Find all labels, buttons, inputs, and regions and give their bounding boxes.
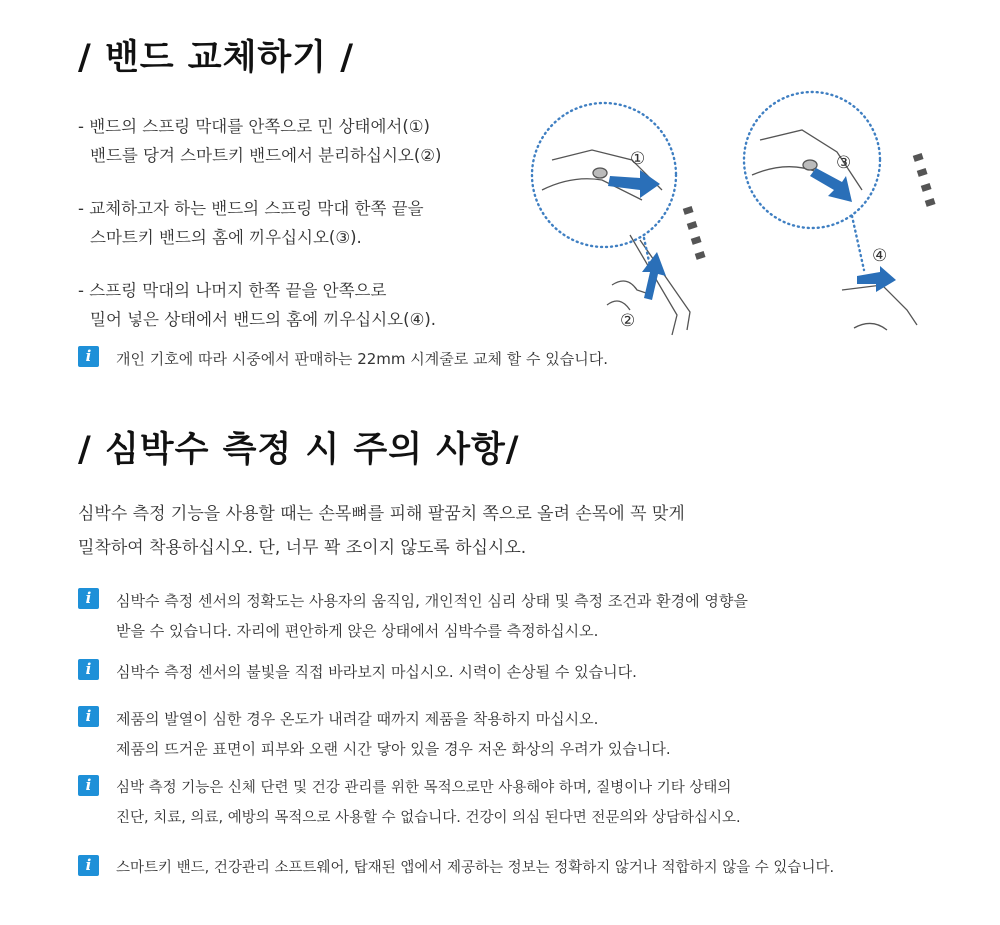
heart-note-1 xyxy=(78,586,978,646)
marker-1: ① xyxy=(630,149,646,169)
band-step-3-line-1: - 스프링 막대의 나머지 한쪽 끝을 안쪽으로 xyxy=(78,281,387,300)
band-step-2-line-1: - 교체하고자 하는 밴드의 스프링 막대 한쪽 끝을 xyxy=(78,199,424,218)
heart-note-1-line-2: 받을 수 있습니다. 자리에 편안하게 앉은 상태에서 심박수를 측정하십시오. xyxy=(116,622,599,640)
heart-note-1-line-1: 심박수 측정 센서의 정확도는 사용자의 움직임, 개인적인 심리 상태 및 측정 조건과 환경에 영향을 xyxy=(116,592,748,610)
heart-note-2 xyxy=(78,657,978,687)
info-icon: i xyxy=(78,659,99,680)
info-icon: i xyxy=(78,855,99,876)
heart-note-4 xyxy=(78,773,978,833)
heart-note-3 xyxy=(78,704,978,764)
band-note-text: 개인 기호에 따라 시중에서 판매하는 22mm 시계줄로 교체 할 수 있습니다. xyxy=(116,350,608,368)
band-step-3 xyxy=(78,276,518,334)
band-replace-title: / 밴드 교체하기 / xyxy=(78,38,354,78)
info-icon: i xyxy=(78,588,99,609)
marker-2: ② xyxy=(620,311,636,331)
heart-note-5-line-1: 스마트키 밴드, 건강관리 소프트웨어, 탑재된 앱에서 제공하는 정보는 정확하지 않거나 적합하지 않을 수 있습니다. xyxy=(116,860,835,876)
heart-rate-intro-line-1: 심박수 측정 기능을 사용할 때는 손목뼈를 피해 팔꿈치 쪽으로 올려 손목에 꼭 맞게 xyxy=(78,504,685,524)
marker-3: ③ xyxy=(836,153,852,173)
heart-rate-title: / 심박수 측정 시 주의 사항/ xyxy=(78,430,520,470)
band-step-1 xyxy=(78,112,518,170)
band-steps xyxy=(78,112,518,358)
heart-note-3-line-2: 제품의 뜨거운 표면이 피부와 오랜 시간 닿아 있을 경우 저온 화상의 우려가 있습니다. xyxy=(116,740,671,758)
heart-rate-intro-line-2: 밀착하여 착용하십시오. 단, 너무 꽉 조이지 않도록 하십시오. xyxy=(78,538,527,558)
info-icon: i xyxy=(78,706,99,727)
heart-note-2-line-1: 심박수 측정 센서의 불빛을 직접 바라보지 마십시오. 시력이 손상될 수 있습니다. xyxy=(116,663,637,681)
heart-note-4-line-1: 심박 측정 기능은 신체 단련 및 건강 관리를 위한 목적으로만 사용해야 하며, 질병이나 기타 상태의 xyxy=(116,780,732,796)
heart-rate-intro xyxy=(78,497,685,565)
band-step-1-line-2: 밴드를 당겨 스마트키 밴드에서 분리하십시오(②) xyxy=(90,146,442,165)
info-icon: i xyxy=(78,346,99,367)
heart-note-4-line-2: 진단, 치료, 의료, 예방의 목적으로 사용할 수 없습니다. 건강이 의심 된다면 전문의와 상담하십시오. xyxy=(116,810,741,826)
band-step-1-line-1: - 밴드의 스프링 막대를 안쪽으로 민 상태에서(①) xyxy=(78,117,430,136)
band-note xyxy=(78,344,978,374)
band-replacement-illustration xyxy=(512,80,972,350)
marker-4: ④ xyxy=(872,246,888,266)
info-icon: i xyxy=(78,775,99,796)
band-step-2 xyxy=(78,194,518,252)
heart-note-3-line-1: 제품의 발열이 심한 경우 온도가 내려갈 때까지 제품을 착용하지 마십시오. xyxy=(116,710,599,728)
band-step-3-line-2: 밀어 넣은 상태에서 밴드의 홈에 끼우십시오(④). xyxy=(90,310,437,329)
heart-note-5 xyxy=(78,853,978,883)
band-step-2-line-2: 스마트키 밴드의 홈에 끼우십시오(③). xyxy=(90,228,362,247)
